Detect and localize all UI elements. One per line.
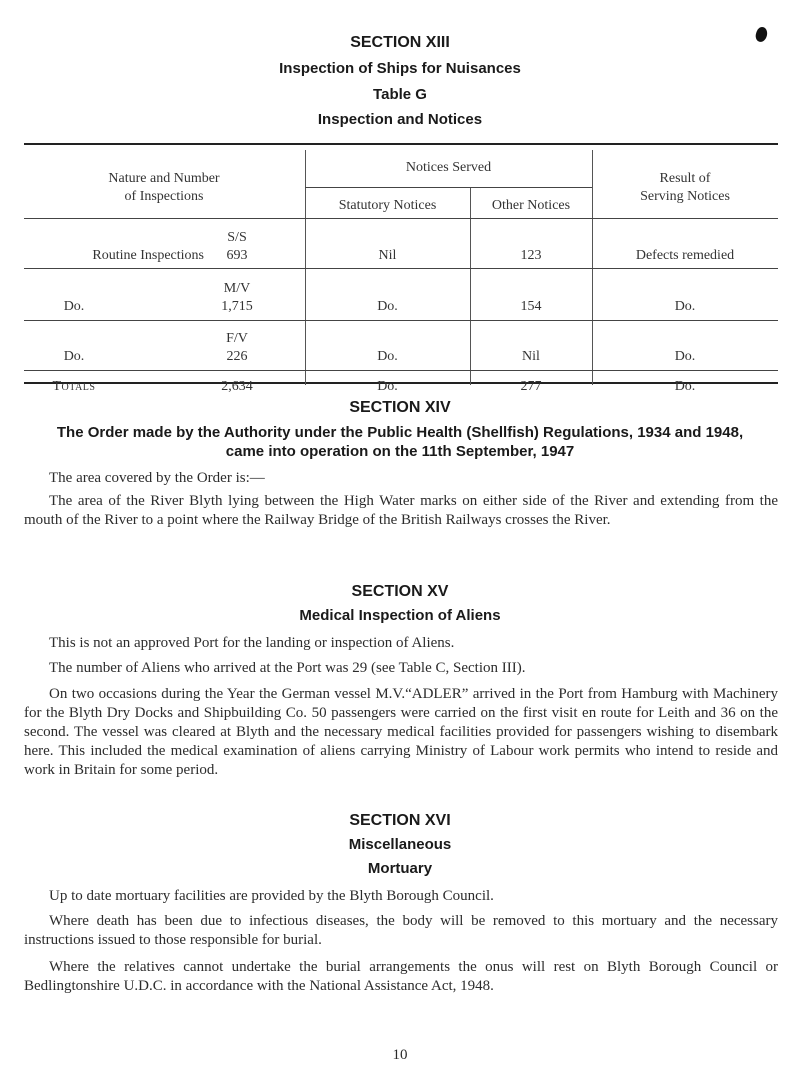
row-statutory: Do. xyxy=(377,299,398,314)
row-label: Routine Inspections xyxy=(92,248,204,263)
section-15-subtitle: Medical Inspection of Aliens xyxy=(299,607,501,624)
row-label: Do. xyxy=(63,349,85,364)
section-15-p1: This is not an approved Port for the landing or inspection of Aliens. xyxy=(49,635,455,651)
row-code: F/V xyxy=(226,331,248,346)
row-label: Do. xyxy=(63,299,85,314)
section-15-p3: On two occasions during the Year the German vessel M.V.“ADLER” arrived in the Port from Hamburg with Machinery for the Blyth Dry Docks and Shipbuilding Co. 50 passengers were carried on the first visit en route for Leith and 36 on the second. The vessel was cleared at Blyth and the necessary medical facilities provided for passengers wishing to disembark here. This included the medical examination of aliens carrying Ministry of Labour work permits who intend to reside and work in Britain for some period. xyxy=(24,686,778,778)
section-16-p1: Up to date mortuary facilities are provided by the Blyth Borough Council. xyxy=(49,888,494,904)
header-nature-2: of Inspections xyxy=(124,189,204,204)
row-code: S/S xyxy=(227,230,247,245)
section-14-p1: The area covered by the Order is:— xyxy=(49,470,265,486)
header-result: Result of xyxy=(659,171,711,186)
table-label: Table G xyxy=(373,86,427,103)
row-line xyxy=(24,268,778,269)
row-statutory: Do. xyxy=(377,349,398,364)
row-count: 226 xyxy=(226,349,248,364)
section-14-heading-line1: The Order made by the Authority under the Public Health (Shellfish) Regulations, 1934 and 1948, xyxy=(56,424,744,441)
row-other: 123 xyxy=(520,248,542,263)
row-other: Nil xyxy=(522,349,540,364)
section-15-title: SECTION XV xyxy=(351,583,449,600)
totals-count: 2,634 xyxy=(221,379,253,394)
row-result: Defects remedied xyxy=(635,248,735,263)
row-code: M/V xyxy=(223,281,251,296)
section-14-heading-line2: came into operation on the 11th September, 1947 xyxy=(225,443,575,460)
section-16-subheading: Mortuary xyxy=(367,860,433,877)
section-14-p2: The area of the River Blyth lying between the High Water marks on either side of the River and extending from the mouth of the River to a point where the Railway Bridge of the British Railways crosses the River. xyxy=(24,493,778,528)
totals-statutory: Do. xyxy=(377,379,398,394)
section-13-title: SECTION XIII xyxy=(350,34,450,51)
section-16-p3: Where the relatives cannot undertake the burial arrangements the onus will rest on Blyth Borough Council or Bedlingtonshire U.D.C. in accordance with the National Assistance Act, 1948. xyxy=(24,959,778,994)
section-15-p2: The number of Aliens who arrived at the Port was 29 (see Table C, Section III). xyxy=(49,660,526,676)
header-other: Other Notices xyxy=(491,198,571,213)
section-16-p2: Where death has been due to infectious diseases, the body will be removed to this mortuary and the necessary instructions issued to those responsible for burial. xyxy=(24,913,778,948)
page-number: 10 xyxy=(392,1047,408,1063)
section-16-subtitle: Miscellaneous xyxy=(348,836,452,853)
section-13-subtitle: Inspection of Ships for Nuisances xyxy=(279,60,521,77)
row-other: 154 xyxy=(520,299,542,314)
totals-result: Do. xyxy=(674,379,696,394)
row-line xyxy=(24,320,778,321)
header-bottom-line xyxy=(24,218,778,219)
section-14-title: SECTION XIV xyxy=(349,399,451,416)
section-16-title: SECTION XVI xyxy=(349,812,451,829)
row-count: 1,715 xyxy=(221,299,253,314)
row-statutory: Nil xyxy=(378,248,397,263)
row-count: 693 xyxy=(226,248,248,263)
header-notices-served: Notices Served xyxy=(405,160,492,175)
row-result: Do. xyxy=(674,299,696,314)
row-line xyxy=(24,370,778,371)
header-statutory: Statutory Notices xyxy=(338,198,437,213)
header-result-2: Serving Notices xyxy=(640,189,730,204)
row-result: Do. xyxy=(674,349,696,364)
totals-other: 277 xyxy=(520,379,542,394)
table-top-rule xyxy=(24,143,778,145)
header-split-line xyxy=(305,187,592,188)
totals-label: Totals xyxy=(52,379,96,394)
table-title: Inspection and Notices xyxy=(317,111,483,128)
header-nature: Nature and Number xyxy=(108,171,220,186)
